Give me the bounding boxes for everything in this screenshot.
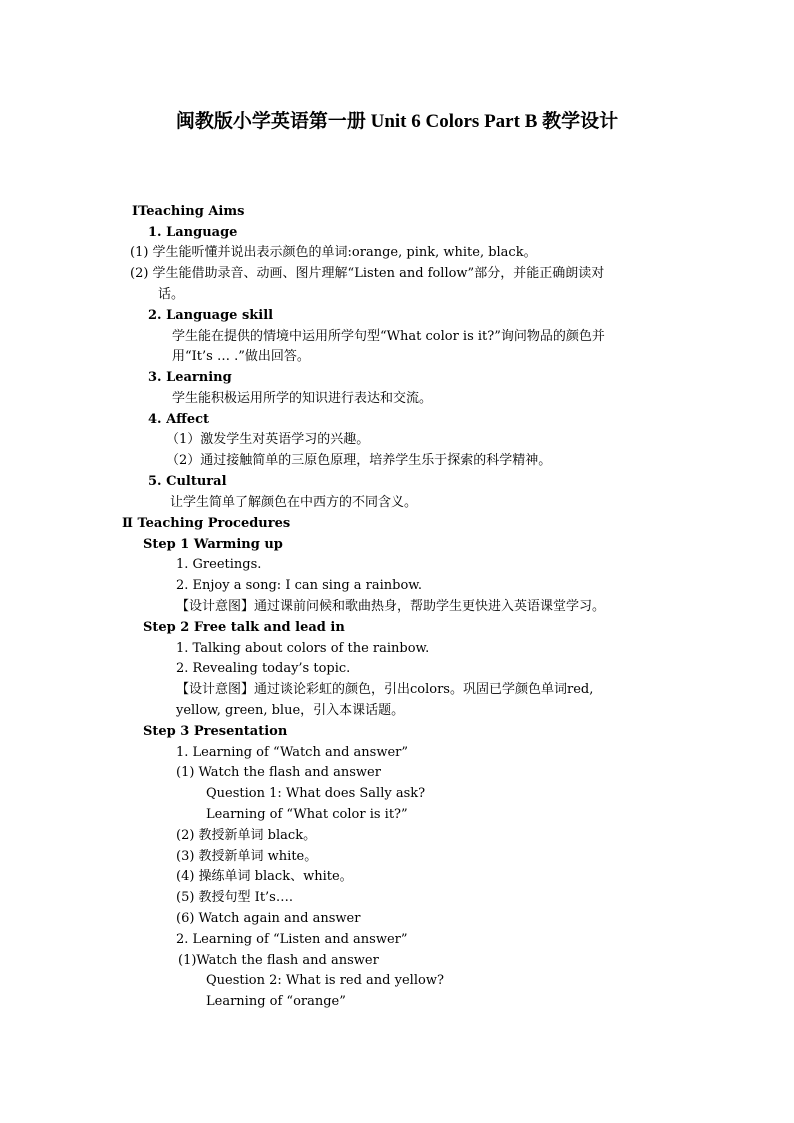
text-line: (5) 教授句型 It’s…. (176, 890, 293, 905)
text-line: (1) Watch the flash and answer (176, 765, 381, 780)
text-line: 1. Learning of “Watch and answer” (176, 745, 409, 760)
text-line: Learning of “What color is it?” (206, 807, 408, 822)
text-line: 让学生简单了解颜色在中西方的不同含义。 (170, 495, 418, 510)
text-line: （2）通过接触简单的三原色原理，培养学生乐于探索的科学精神。 (166, 453, 552, 468)
text-line: (2) 学生能借助录音、动画、图片理解“Listen and follow”部分，并能正确朗读对 (130, 266, 605, 281)
step-heading-presentation: Step 3 Presentation (143, 724, 288, 739)
aim-heading-learning: 3. Learning (148, 370, 232, 385)
text-line: 1. Talking about colors of the rainbow. (176, 641, 430, 656)
text-line: (2) 教授新单词 black。 (176, 828, 317, 843)
aim-heading-language: 1. Language (148, 225, 238, 240)
step-heading-warming-up: Step 1 Warming up (143, 537, 283, 552)
text-line: 学生能在提供的情境中运用所学句型“What color is it?”询问物品的颜色并 (172, 329, 605, 344)
text-line: (1) 学生能听懂并说出表示颜色的单词:orange, pink, white, black。 (130, 245, 537, 260)
text-line: 2. Enjoy a song: I can sing a rainbow. (176, 578, 423, 593)
text-line: Question 1: What does Sally ask? (206, 786, 426, 801)
text-line: 学生能积极运用所学的知识进行表达和交流。 (172, 391, 433, 406)
text-line: 【设计意图】通过谈论彩虹的颜色，引出colors。巩固已学颜色单词red, (176, 682, 594, 697)
section-heading-teaching-aims: ⅠTeaching Aims (132, 204, 245, 219)
text-line: 话。 (158, 287, 185, 302)
text-line: Question 2: What is red and yellow? (206, 973, 444, 988)
aim-heading-cultural: 5. Cultural (148, 474, 227, 489)
text-line: (1)Watch the flash and answer (178, 953, 379, 968)
text-line: Learning of “orange” (206, 994, 346, 1009)
text-line: 用“It’s … .”做出回答。 (172, 349, 310, 364)
step-heading-free-talk: Step 2 Free talk and lead in (143, 620, 345, 635)
text-line: （1）激发学生对英语学习的兴趣。 (166, 432, 370, 447)
text-line: 【设计意图】通过课前问候和歌曲热身，帮助学生更快进入英语课堂学习。 (176, 599, 606, 614)
document-title: 闽教版小学英语第一册 Unit 6 Colors Part B 教学设计 (175, 111, 619, 132)
text-line: 1. Greetings. (176, 557, 262, 572)
text-line: (3) 教授新单词 white。 (176, 849, 318, 864)
text-line: (4) 操练单词 black、white。 (176, 869, 353, 884)
text-line: 2. Revealing today’s topic. (176, 661, 351, 676)
aim-heading-affect: 4. Affect (148, 412, 210, 427)
text-line: yellow, green, blue，引入本课话题。 (176, 703, 405, 718)
section-heading-teaching-procedures: Ⅱ Teaching Procedures (122, 516, 291, 531)
text-line: (6) Watch again and answer (176, 911, 361, 926)
aim-heading-language-skill: 2. Language skill (148, 308, 274, 323)
text-line: 2. Learning of “Listen and answer” (176, 932, 408, 947)
